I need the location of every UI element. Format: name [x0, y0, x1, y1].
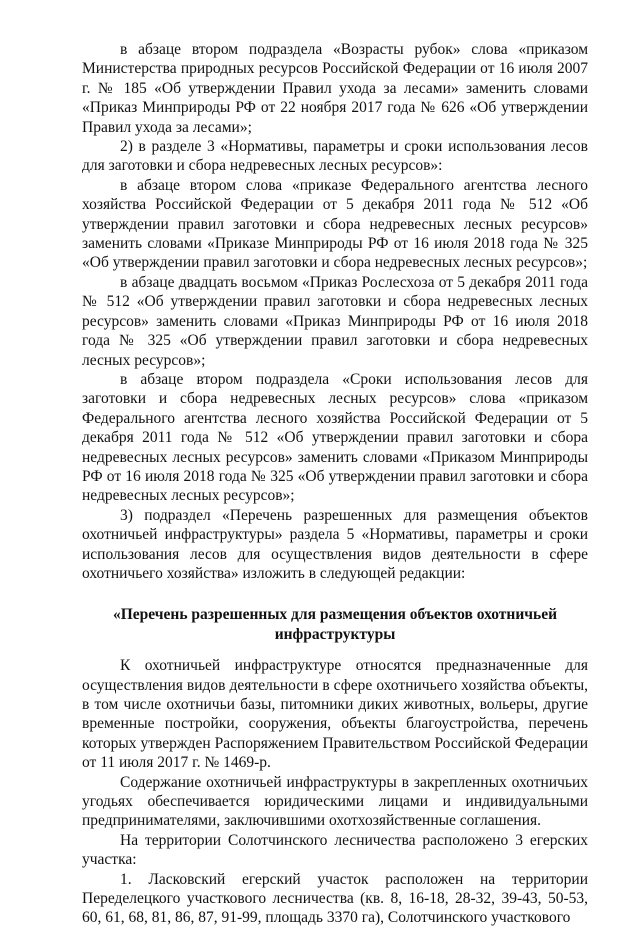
paragraph: 2) в разделе 3 «Нормативы, параметры и сроки использования лесов для заготовки и сбора недревесных лесных ресурсов»: [82, 138, 588, 175]
paragraph: К охотничьей инфраструктуре относятся предназначенные для осуществления видов деятельности в сфере охотничьего хозяйства объекты, в том числе охотничьи базы, питомники диких животных, вольеры, другие временные постройки, сооружения, объекты благоустройства, перечень которых утвержден Распоряжением Правительством Российской Федерации от 11 июля 2017 г. № 1469-р. [82, 657, 588, 772]
paragraph: в абзаце втором слова «приказе Федерального агентства лесного хозяйства Российской Федерации от 5 декабря 2011 года № 512 «Об утверждении правил заготовки и сбора недревесных лесных ресурсов» заменить словами «Приказе Минприроды РФ от 16 июля 2018 года № 325 «Об утверждении правил заготовки и сбора недревесных лесных ресурсов»; [82, 176, 588, 272]
paragraph: На территории Солотчинского лесничества расположено 3 егерских участка: [82, 831, 588, 869]
section-heading: «Перечень разрешенных для размещения объектов охотничьей инфраструктуры [112, 606, 558, 643]
document-page [82, 40, 588, 928]
paragraph: в абзаце двадцать восьмом «Приказ Рослесхоза от 5 декабря 2011 года № 512 «Об утверждении правил заготовки и сбора недревесных лесных ресурсов» заменить словами «Приказ Минприроды РФ от 16 июля 2018 года № 325 «Об утверждении правил заготовки и сбора недревесных лесных ресурсов»; [82, 273, 588, 369]
paragraph: в абзаце втором подраздела «Возрасты рубок» слова «приказом Министерства природных ресурсов Российской Федерации от 16 июля 2007 г. № 185 «Об утверждении Правил ухода за лесами» заменить словами «Приказ Минприроды РФ от 22 ноября 2017 года № 626 «Об утверждении Правил ухода за лесами»; [82, 41, 588, 136]
paragraph: 1. Ласковский егерский участок расположен на территории Переделецкого участкового лесничества (кв. 8, 16-18, 28-32, 39-43, 50-53, 60, 61, 68, 81, 86, 87, 91-99, площадь 3370 га), Солотчинского участкового [82, 870, 588, 927]
paragraph: 3) подраздел «Перечень разрешенных для размещения объектов охотничьей инфраструктуры» раздела 5 «Нормативы, параметры и сроки использования лесов для осуществления видов деятельности в сфере охотничьего хозяйства» изложить в следующей редакции: [82, 506, 588, 582]
paragraph: Содержание охотничьей инфраструктуры в закрепленных охотничьих угодьях обеспечивается юридическими лицами и индивидуальными предпринимателями, заключившими охотхозяйственные соглашения. [82, 773, 588, 830]
paragraph: в абзаце втором подраздела «Сроки использования лесов для заготовки и сбора недревесных лесных ресурсов» слова «приказом Федерального агентства лесного хозяйства Российской Федерации от 5 декабря 2011 года № 512 «Об утверждении правил заготовки и сбора недревесных лесных ресурсов» заменить словами «Приказом Минприроды РФ от 16 июля 2018 года № 325 «Об утверждении правил заготовки и сбора недревесных лесных ресурсов»; [82, 370, 588, 505]
